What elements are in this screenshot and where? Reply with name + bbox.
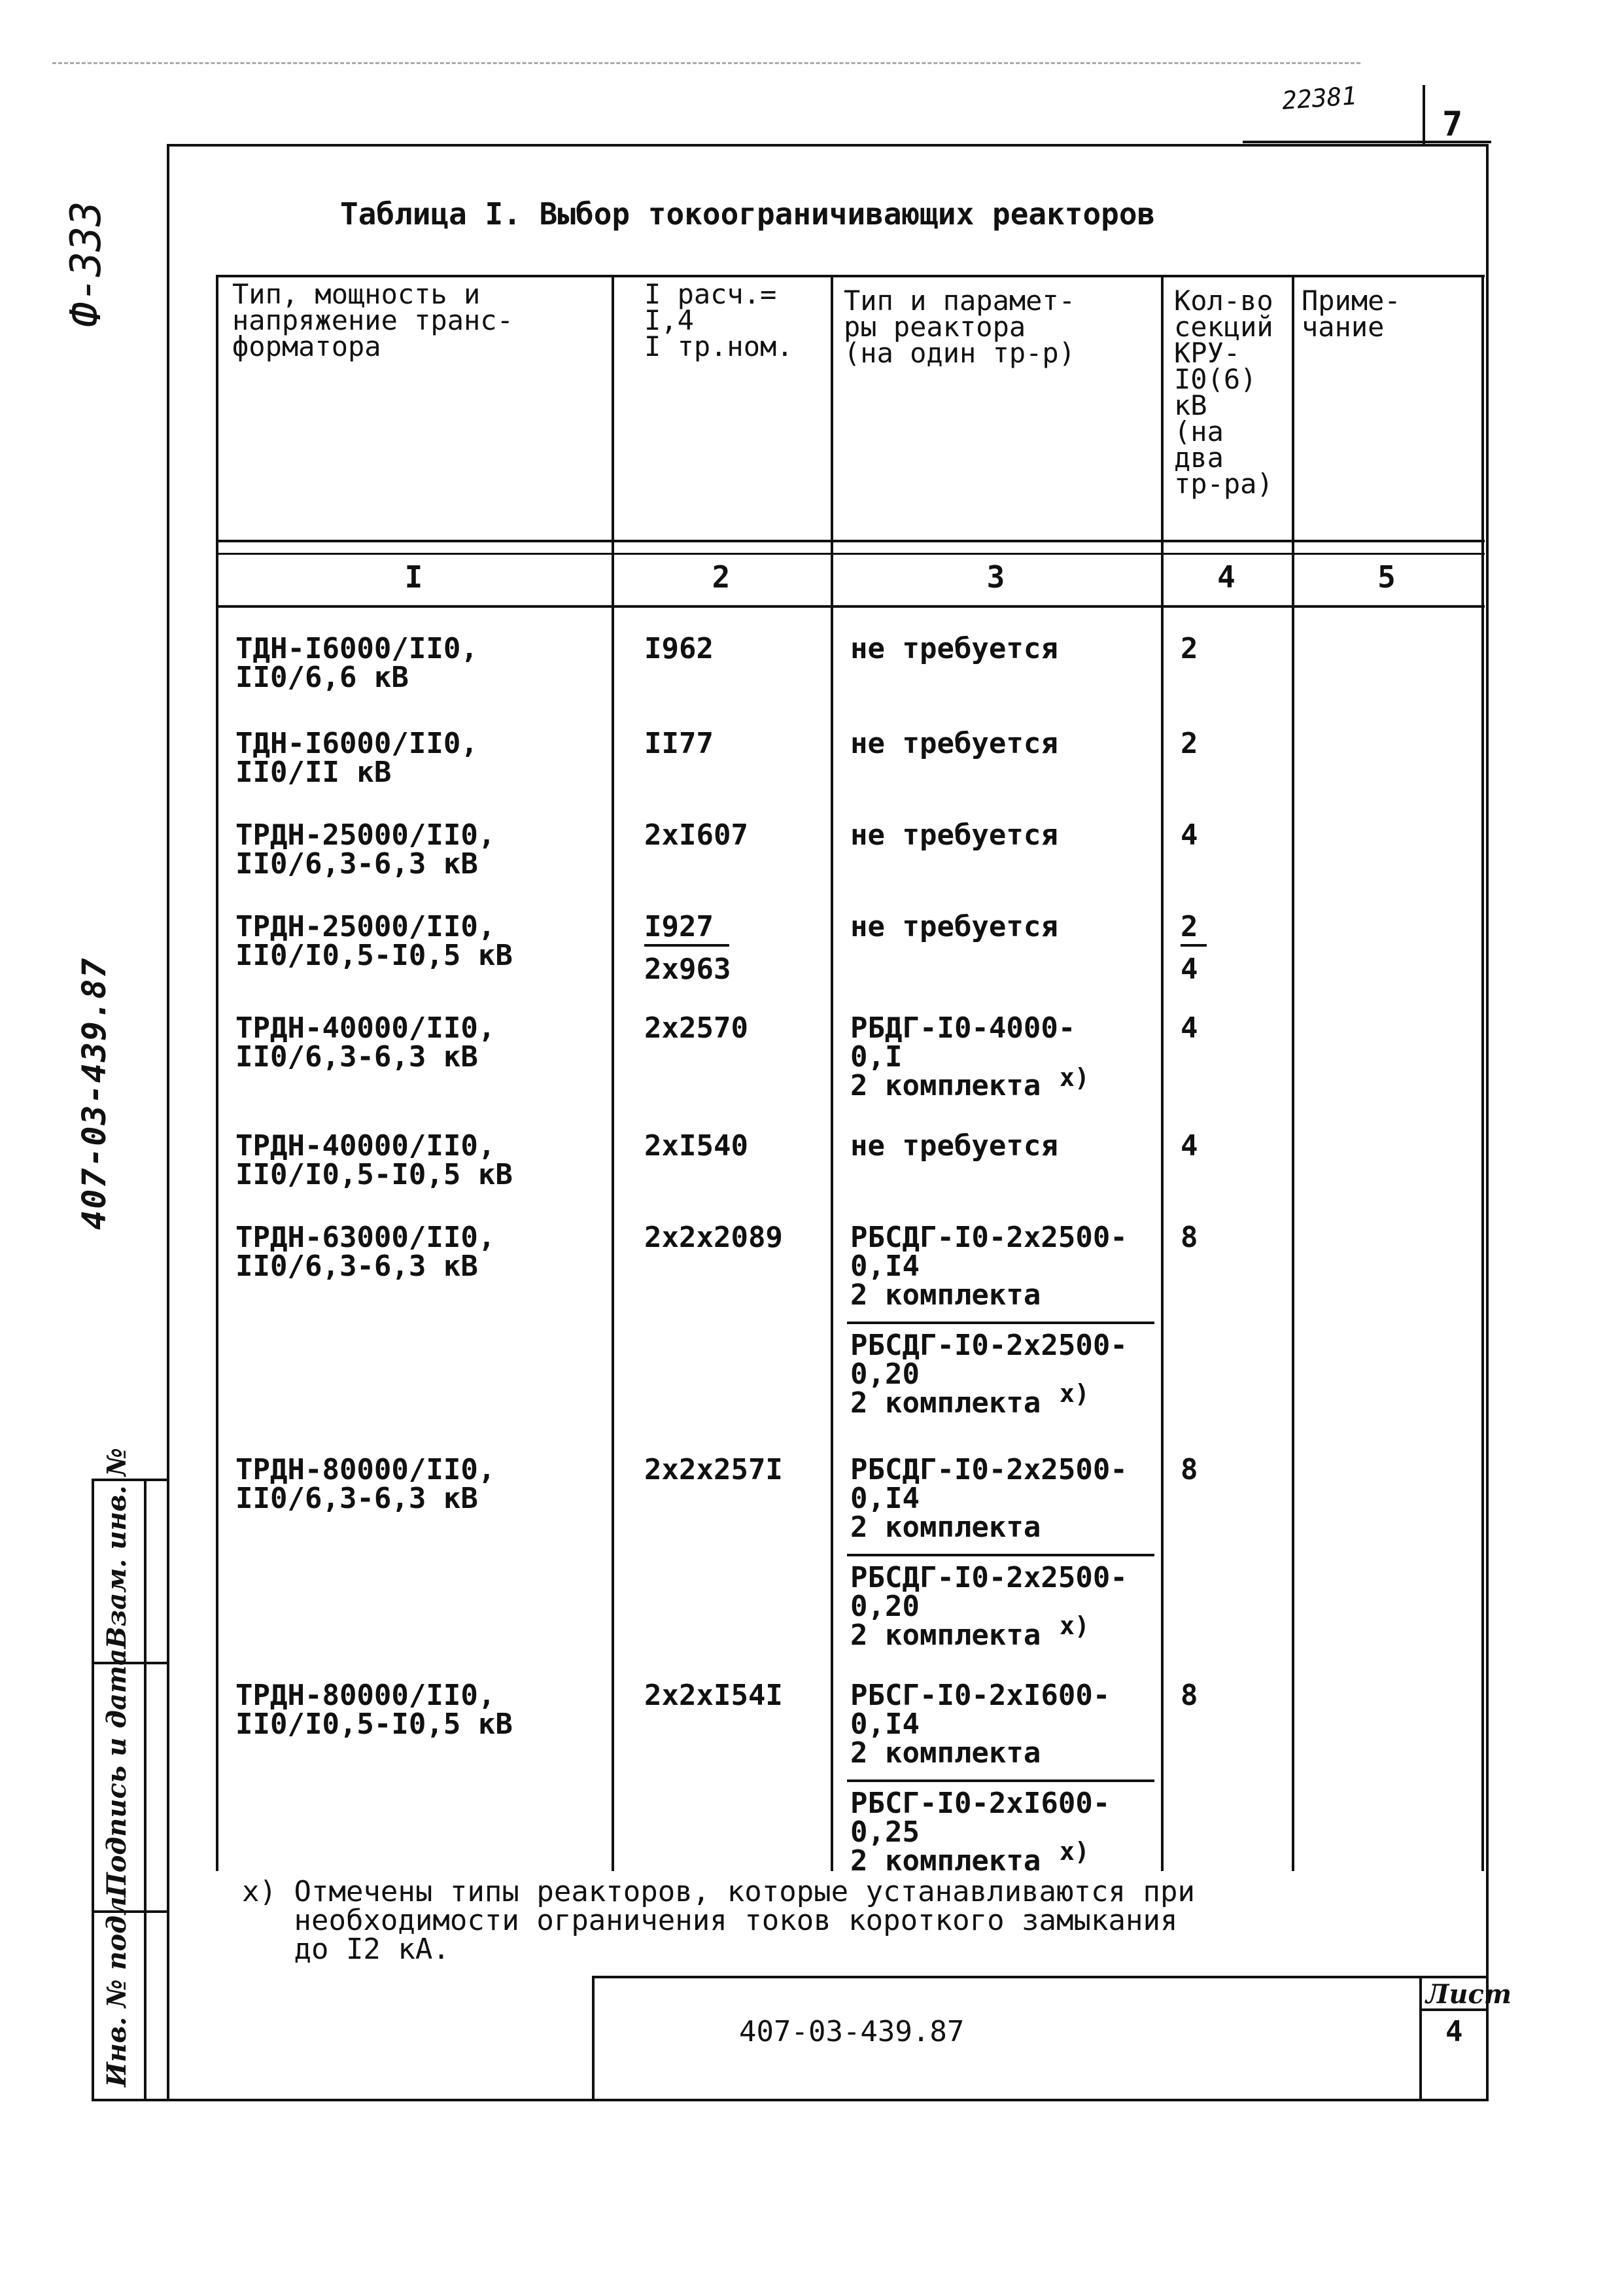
side-project-code: 407-03-439.87 [75,956,113,1230]
col-number: I [404,559,423,595]
reactor-option-divider [847,1322,1154,1324]
reactor-footnote-mark: х) [1060,1063,1090,1092]
reactor-footnote-mark: х) [1060,1837,1090,1866]
table-row-transformer: ТРДН-25000/II0, II0/I0,5-I0,5 кВ [235,910,513,972]
header-current: I расч.= I,4 I тр.ном. [644,278,793,362]
col-number: 3 [986,559,1005,595]
reactor-footnote-mark: х) [1060,1611,1090,1640]
titleblock-divider [1419,1976,1422,2100]
header-note: Приме- чание [1302,285,1401,343]
col-number: 2 [712,559,731,595]
frame-right [1486,144,1489,2100]
table-row-sections-2: 4 [1181,953,1198,986]
footnote: х) Отмечены типы реакторов, которые устанавливаются при необходимости ограничения токов короткого замыкания до I2 кА. [242,1875,1195,1966]
table-row-reactor: не требуется [850,910,1058,943]
table-row-current: 2хI607 [644,818,748,852]
titleblock-left [592,1976,595,2100]
titleblock-top [592,1976,1488,1978]
table-row-current: 2хI540 [644,1129,748,1163]
col-line-2 [831,275,833,1871]
table-row-transformer: ТРДН-63000/II0, II0/6,3-6,3 кВ [235,1221,496,1283]
table-row-current: II77 [644,727,714,760]
reactor-option-divider [847,1554,1154,1556]
archive-code: 22381 [1281,81,1358,115]
stamp-vzam: Взам. инв. № [101,1448,132,1649]
table-top [216,275,1485,277]
document-number: 407-03-439.87 [739,2015,965,2048]
table-row-sections: 8 [1181,1679,1198,1712]
table-row-transformer: ТРДН-80000/II0, II0/6,3-6,3 кВ [235,1453,496,1515]
table-row-reactor: не требуется [850,818,1058,852]
sheet-number: 4 [1445,2015,1463,2048]
table-row-transformer: ТРДН-40000/II0, II0/I0,5-I0,5 кВ [235,1129,513,1191]
table-row-sections: 2 [1181,727,1198,760]
table-row-reactor: РБДГ-I0-4000- 0,I 2 комплекта [850,1011,1076,1102]
frame-bottom [92,2099,1489,2101]
table-row-reactor: не требуется [850,1129,1058,1163]
page-number: 7 [1442,105,1463,144]
col-line-1 [612,275,614,1871]
header-bottom [216,540,1485,542]
table-row-reactor-alt: РБСГ-I0-2хI600- 0,25 2 комплекта [850,1787,1111,1878]
header-transformer: Тип, мощность и напряжение транс- форматора [232,278,513,362]
stamp-strip-left [92,1479,94,2100]
table-row-current: 2х2х257I [644,1453,783,1486]
table-row-reactor: РБСДГ-I0-2х2500- 0,I4 2 комплекта [850,1221,1128,1312]
header-bottom-2 [216,553,1485,555]
table-row-reactor-alt: РБСДГ-I0-2х2500- 0,20 2 комплекта [850,1561,1128,1652]
corner-divider [1423,85,1425,144]
table-row-reactor: РБСДГ-I0-2х2500- 0,I4 2 комплекта [850,1453,1128,1544]
stamp-sign: Подпись и дата [101,1648,132,1897]
corner-rule [1243,141,1491,143]
header-sections: Кол-во секций КРУ- I0(6) кВ (на два тр-ра) [1174,285,1273,500]
table-row-sections: 2 [1181,913,1207,947]
col-number: 5 [1377,559,1396,595]
frame-left [167,144,169,2100]
table-row-current: I962 [644,632,714,665]
reactor-footnote-mark: х) [1060,1379,1090,1408]
stamp-strip-mid [144,1479,147,2100]
header-reactor: Тип и парамет- ры реактора (на один тр-р) [844,285,1076,369]
frame-top [167,144,1488,147]
table-row-transformer: ТРДН-25000/II0, II0/6,3-6,3 кВ [235,818,496,881]
table-row-current: 2х2570 [644,1011,748,1045]
col-line-4 [1292,275,1294,1871]
table-row-sections: 8 [1181,1221,1198,1254]
scan-edge [52,62,1360,84]
table-row-sections: 8 [1181,1453,1198,1486]
table-row-transformer: ТДН-I6000/II0, II0/II кВ [235,727,478,789]
table-row-transformer: ТРДН-40000/II0, II0/6,3-6,3 кВ [235,1011,496,1074]
sheet-label: Лист [1426,1979,1512,2010]
table-row-transformer: ТРДН-80000/II0, II0/I0,5-I0,5 кВ [235,1679,513,1741]
table-row-reactor: не требуется [850,632,1058,665]
col-line-5 [1481,275,1484,1871]
reactor-option-divider [847,1779,1154,1782]
col-line-3 [1161,275,1164,1871]
table-row-reactor-alt: РБСДГ-I0-2х2500- 0,20 2 комплекта [850,1329,1128,1420]
table-row-current: 2х2хI54I [644,1679,783,1712]
table-row-sections: 2 [1181,632,1198,665]
table-row-current-2: 2х963 [644,953,731,986]
table-row-reactor: РБСГ-I0-2хI600- 0,I4 2 комплекта [850,1679,1111,1770]
table-row-sections: 4 [1181,818,1198,852]
table-row-reactor: не требуется [850,727,1058,760]
table-title: Таблица I. Выбор токоограничивающих реакторов [340,196,1156,232]
table-row-sections: 4 [1181,1129,1198,1163]
form-code: Ф-333 [62,201,111,327]
table-row-sections: 4 [1181,1011,1198,1045]
table-row-current: I927 [644,913,729,947]
table-row-transformer: ТДН-I6000/II0, II0/6,6 кВ [235,632,478,694]
table-row-current: 2х2х2089 [644,1221,783,1254]
numbers-bottom [216,605,1485,608]
stamp-inv: Инв. № подл. [101,1887,132,2087]
col-number: 4 [1217,559,1235,595]
col-line-0 [216,275,218,1871]
